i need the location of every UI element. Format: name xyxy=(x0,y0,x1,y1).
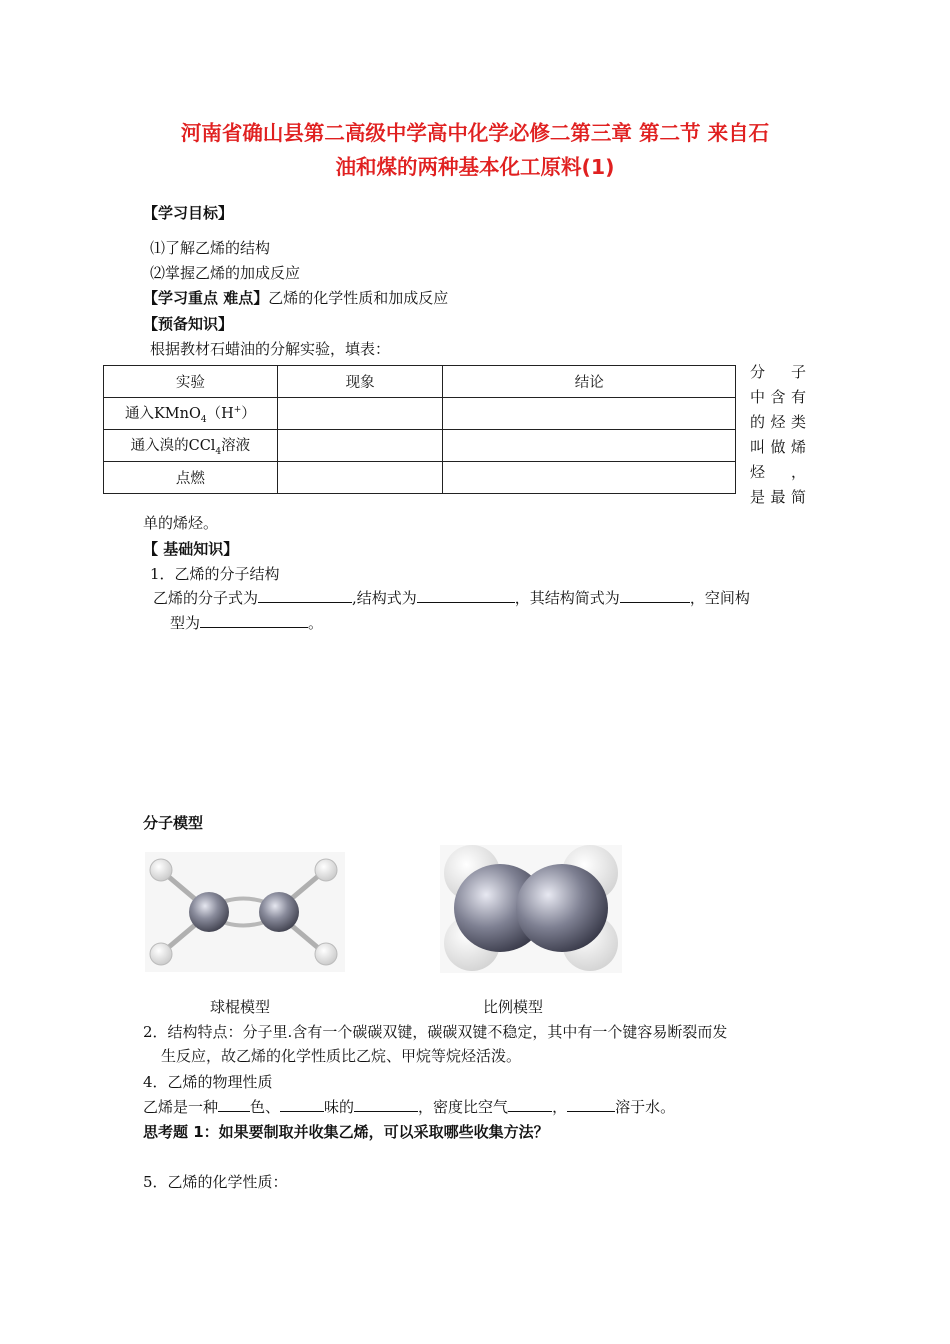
document-title-line2: 油和煤的两种基本化工原料(1) xyxy=(335,155,615,179)
structure-fill-line-2 xyxy=(170,612,323,633)
table-row xyxy=(104,398,736,430)
table-header-cell: 现象 xyxy=(277,366,443,398)
row2-subscript: 4 xyxy=(215,446,222,457)
table-cell-empty[interactable] xyxy=(277,398,443,430)
table-cell-empty[interactable] xyxy=(443,398,736,430)
text-fragment: 色、 xyxy=(250,1098,281,1116)
text-fragment: ，其结构简式为 xyxy=(514,589,620,607)
experiment-table xyxy=(103,365,736,494)
color-blank[interactable] xyxy=(218,1097,250,1112)
prep-heading: 【预备知识】 xyxy=(143,315,234,333)
section-1-title: 1．乙烯的分子结构 xyxy=(150,565,280,583)
solubility-blank[interactable] xyxy=(567,1097,615,1112)
basics-heading: 【 基础知识】 xyxy=(143,540,239,558)
table-cell-empty[interactable] xyxy=(277,462,443,494)
table-cell-experiment xyxy=(104,398,278,430)
state-blank[interactable] xyxy=(354,1097,418,1112)
structural-formula-blank[interactable] xyxy=(417,588,515,603)
focus-line xyxy=(143,287,448,308)
features-line-2: 生反应，故乙烯的化学性质比乙烷、甲烷等烷烃活泼。 xyxy=(161,1047,522,1065)
row1-text: 通入KMnO xyxy=(124,406,201,423)
structure-fill-line xyxy=(153,587,750,608)
table-cell-experiment xyxy=(104,430,278,462)
text-fragment: ，空间构 xyxy=(689,589,750,607)
table-cell-empty[interactable] xyxy=(277,430,443,462)
side-line: 烃 ， xyxy=(750,463,806,481)
text-fragment: 。 xyxy=(308,614,324,632)
side-line: 的烃类 xyxy=(750,413,806,431)
row2-text: 通入溴的CCl xyxy=(130,438,216,455)
side-line: 是最简 xyxy=(750,488,806,506)
table-header-row xyxy=(104,366,736,398)
text-fragment: 溶于水。 xyxy=(615,1098,676,1116)
table-row xyxy=(104,430,736,462)
text-fragment: ， xyxy=(552,1098,568,1116)
table-cell-experiment: 点燃 xyxy=(104,462,278,494)
row1-subscript: 4 xyxy=(200,414,207,425)
goal-item-1: ⑴了解乙烯的结构 xyxy=(150,239,271,257)
chemical-properties-title: 5．乙烯的化学性质： xyxy=(143,1173,288,1191)
side-line: 分 子 xyxy=(750,363,806,381)
space-filling-label: 比例模型 xyxy=(483,998,544,1016)
molecular-formula-blank[interactable] xyxy=(258,588,352,603)
side-line: 叫做烯 xyxy=(750,438,806,456)
table-row xyxy=(104,462,736,494)
text-fragment: 型为 xyxy=(170,614,201,632)
row1-superscript: + xyxy=(233,405,242,416)
odor-blank[interactable] xyxy=(280,1097,324,1112)
physical-fill-line xyxy=(143,1096,675,1117)
physical-title: 4．乙烯的物理性质 xyxy=(143,1073,273,1091)
ball-stick-model-image xyxy=(145,852,345,972)
goals-heading: 【学习目标】 xyxy=(143,204,234,222)
density-blank[interactable] xyxy=(508,1097,552,1112)
focus-heading: 【学习重点 难点】 xyxy=(143,289,269,307)
condensed-formula-blank[interactable] xyxy=(620,588,690,603)
spatial-config-blank[interactable] xyxy=(200,613,308,628)
row2-tail: 溶液 xyxy=(221,438,251,455)
goal-item-2: ⑵掌握乙烯的加成反应 xyxy=(150,264,301,282)
focus-text: 乙烯的化学性质和加成反应 xyxy=(268,289,449,307)
side-text xyxy=(750,360,806,510)
features-line-1: 2．结构特点：分子里.含有一个碳碳双键，碳碳双键不稳定，其中有一个键容易断裂而发 xyxy=(143,1023,728,1041)
ball-stick-label: 球棍模型 xyxy=(210,998,271,1016)
row1-tail: （H xyxy=(206,406,234,423)
table-header-cell: 实验 xyxy=(104,366,278,398)
space-filling-model-image xyxy=(440,845,622,973)
text-fragment: 味的 xyxy=(324,1098,355,1116)
models-heading: 分子模型 xyxy=(143,814,204,832)
table-cell-empty[interactable] xyxy=(443,462,736,494)
table-header-cell: 结论 xyxy=(443,366,736,398)
text-fragment: 乙烯是一种 xyxy=(143,1098,219,1116)
table-cell-empty[interactable] xyxy=(443,430,736,462)
row1-end: ） xyxy=(241,406,256,423)
text-fragment: ，密度比空气 xyxy=(418,1098,509,1116)
text-fragment: ,结构式为 xyxy=(352,589,417,607)
question-1: 思考题 1：如果要制取并收集乙烯，可以采取哪些收集方法？ xyxy=(143,1123,549,1141)
prep-tail: 单的烯烃。 xyxy=(143,514,219,532)
side-line: 中含有 xyxy=(750,388,806,406)
prep-intro: 根据教材石蜡油的分解实验，填表： xyxy=(150,340,391,358)
text-fragment: 乙烯的分子式为 xyxy=(153,589,259,607)
document-title-line1: 河南省确山县第二高级中学高中化学必修二第三章 第二节 来自石 xyxy=(180,121,770,145)
